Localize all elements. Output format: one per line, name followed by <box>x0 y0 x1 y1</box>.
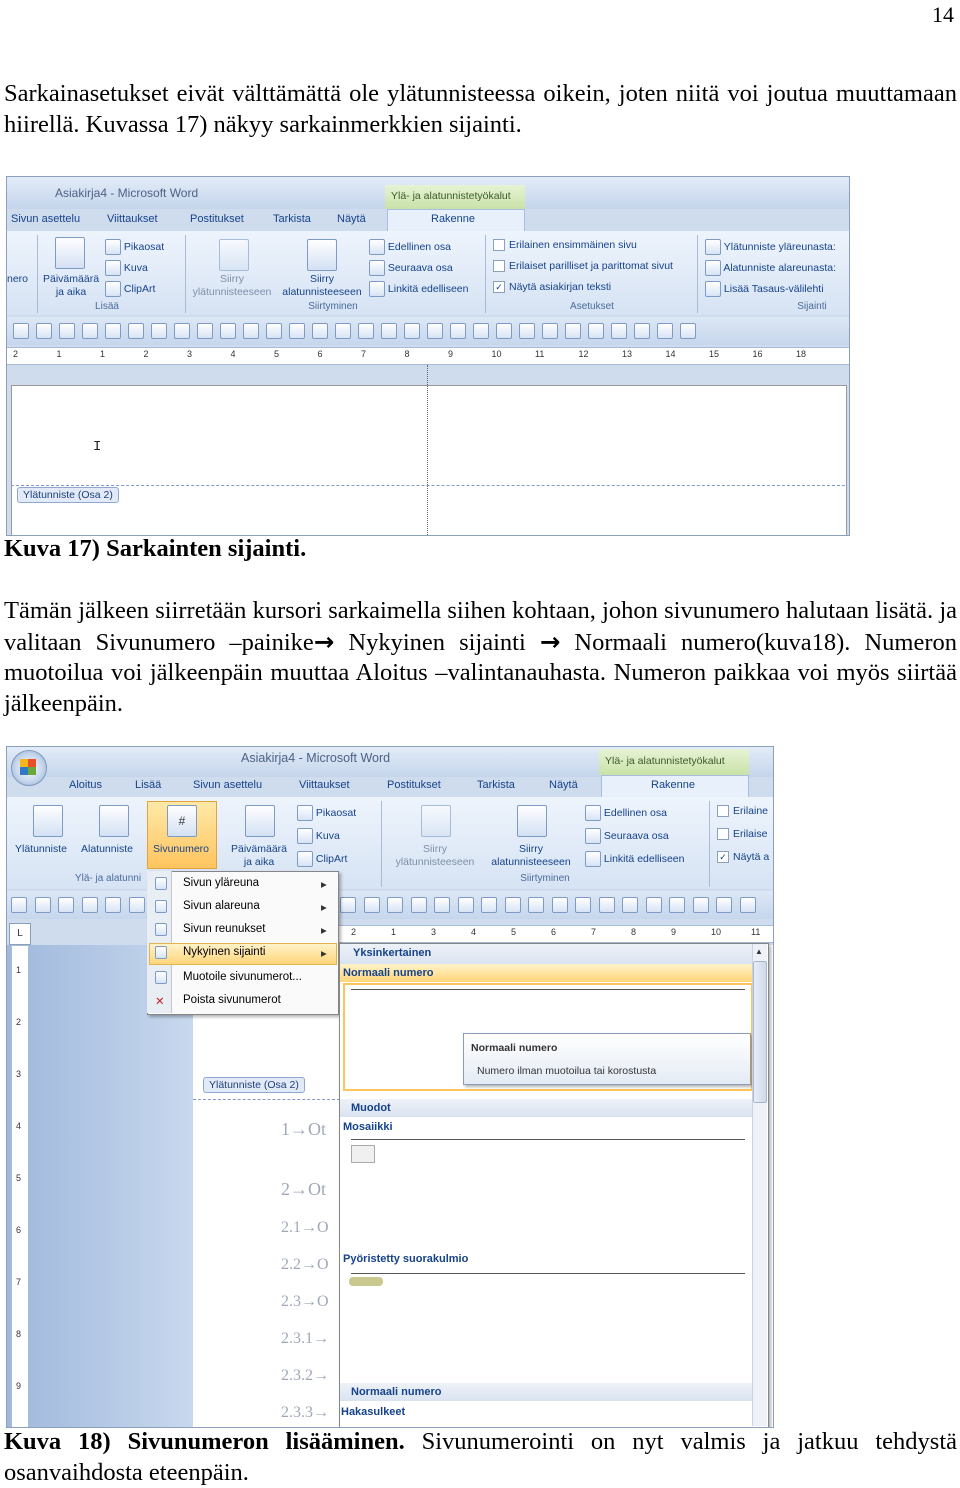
tab-view[interactable]: Näytä <box>549 779 578 791</box>
menu-item-bottom-of-page[interactable]: Sivun alareuna <box>183 900 260 912</box>
button-date-time[interactable]: Päivämäärä ja aika <box>230 843 288 868</box>
context-tab-label: Ylä- ja alatunnistetyökalut <box>605 755 725 767</box>
footer-icon <box>99 805 129 837</box>
caption-figure-18: Kuva 18) Sivunumeron lisääminen. <box>4 1428 405 1455</box>
toolbar-tool-icon[interactable] <box>634 323 650 339</box>
text-cursor-icon: I <box>93 439 102 455</box>
previous-section-icon <box>585 805 601 821</box>
submenu-arrow-icon: ▸ <box>321 902 327 914</box>
checkbox-odd-even[interactable] <box>493 260 505 272</box>
button-next-section[interactable]: Seuraava osa <box>387 261 453 274</box>
button-picture[interactable]: Kuva <box>315 829 340 842</box>
ruler-tick-label: 3 <box>431 927 437 937</box>
remove-icon: ✕ <box>155 996 165 1008</box>
quick-parts-icon <box>105 239 121 255</box>
ruler-tick-label: 5 <box>274 349 280 359</box>
checkbox-different-first[interactable] <box>493 239 505 251</box>
toolbar-tool-icon[interactable] <box>312 323 328 339</box>
button-goto-header[interactable]: Siirry ylätunnisteeseen <box>395 843 475 868</box>
ruler-tick-label: 3 <box>187 349 193 359</box>
tab-selector[interactable]: L <box>9 923 31 945</box>
ruler-tick-label: 6 <box>317 349 323 359</box>
toolbar-icons <box>11 897 771 913</box>
toolbar-tool-icon[interactable] <box>680 323 696 339</box>
format-numbers-icon <box>155 971 167 984</box>
toolbar-tool-icon[interactable] <box>340 897 356 913</box>
ruler-tick-label: 2 <box>13 349 19 359</box>
tab-review[interactable]: Tarkista <box>273 213 311 225</box>
page-top-icon <box>155 877 167 890</box>
gallery-item-normal-number[interactable]: Normaali numero <box>343 967 434 979</box>
toolbar-tool-icon[interactable] <box>174 323 190 339</box>
group-label-navigation: Siirtyminen <box>308 301 358 312</box>
tab-page-layout[interactable]: Sivun asettelu <box>11 213 81 225</box>
header-boundary <box>11 485 845 486</box>
ruler-tick-label: 2 <box>16 1017 22 1027</box>
ruler-tick-label: 12 <box>578 349 589 359</box>
toolbar-tool-icon[interactable] <box>36 323 52 339</box>
submenu-arrow-icon: ▸ <box>321 948 327 960</box>
ruler-tick-label: 6 <box>16 1225 22 1235</box>
label-odd-even: Erilaiset parilliset ja parittomat sivut <box>509 260 673 272</box>
toolbar-tool-icon[interactable] <box>669 897 685 913</box>
tooltip-title: Normaali numero <box>471 1042 558 1054</box>
tab-mailings[interactable]: Postitukset <box>190 213 244 225</box>
toolbar-tool-icon[interactable] <box>411 897 427 913</box>
next-section-icon <box>369 260 385 276</box>
group-label-options: Asetukset <box>570 301 614 312</box>
footer-bottom-icon <box>705 260 721 276</box>
ruler-tick-label: 8 <box>16 1329 22 1339</box>
link-icon <box>585 851 601 867</box>
figure-18-screenshot <box>6 746 774 1428</box>
label-show-text: Näytä asiakirjan teksti <box>509 281 612 293</box>
ruler-tick-label: 8 <box>404 349 410 359</box>
menu-item-current-position[interactable]: Nykyinen sijainti <box>183 946 266 958</box>
toolbar-tool-icon[interactable] <box>646 897 662 913</box>
toolbar-tool-icon[interactable] <box>740 897 756 913</box>
outline-heading: 2.3.2→ <box>281 1367 329 1384</box>
toolbar-tool-icon[interactable] <box>505 897 521 913</box>
label-footer-from-bottom: Alatunniste alareunasta: <box>723 261 837 274</box>
label-show-text-partial: Näytä a <box>733 851 770 863</box>
calendar-icon <box>55 237 85 269</box>
paragraph-instructions <box>4 596 957 719</box>
calendar-icon <box>245 805 275 837</box>
checkbox-different-first[interactable] <box>717 805 729 817</box>
outline-heading: 1→Ot <box>281 1119 326 1139</box>
arrow-icon: → <box>313 626 335 656</box>
button-previous-section[interactable]: Edellinen osa <box>387 240 451 253</box>
header-top-icon <box>705 239 721 255</box>
toolbar-tool-icon[interactable] <box>575 897 591 913</box>
toolbar-tool-icon[interactable] <box>58 897 74 913</box>
clipart-icon <box>105 281 121 297</box>
scroll-thumb[interactable] <box>753 961 767 1103</box>
outline-heading: 2.3→O <box>281 1293 329 1310</box>
button-clipart[interactable]: ClipArt <box>123 282 156 295</box>
figure-17-screenshot <box>6 176 850 536</box>
ruler-tick-label: 4 <box>471 927 477 937</box>
toolbar-tool-icon[interactable] <box>599 897 615 913</box>
gallery-heading-shapes: Muodot <box>351 1102 391 1114</box>
button-next-section[interactable]: Seuraava osa <box>603 829 669 842</box>
toolbar-tool-icon[interactable] <box>35 897 51 913</box>
toolbar-tool-icon[interactable] <box>335 323 351 339</box>
ruler-tick-label: 8 <box>631 927 637 937</box>
alignment-tab-icon <box>705 281 721 297</box>
toolbar-tool-icon[interactable] <box>434 897 450 913</box>
office-logo-icon <box>20 759 36 775</box>
menu-item-format-page-numbers[interactable]: Muotoile sivunumerot... <box>183 971 302 983</box>
ruler-tick-label: 2 <box>351 927 357 937</box>
button-clipart[interactable]: ClipArt <box>315 852 348 865</box>
ruler-tick-label: 1 <box>56 349 62 359</box>
toolbar-tool-icon[interactable] <box>458 897 474 913</box>
header-section-label: Ylätunniste (Osa 2) <box>17 487 119 503</box>
toolbar-tool-icon[interactable] <box>266 323 282 339</box>
ruler-tick-label: 16 <box>752 349 763 359</box>
outline-heading: 2→Ot <box>281 1179 326 1199</box>
ruler-tick-label: 2 <box>143 349 149 359</box>
header-section-label: Ylätunniste (Osa 2) <box>203 1077 305 1093</box>
outline-heading: 2.1→O <box>281 1219 329 1236</box>
caption-figure-17: Kuva 17) Sarkainten sijainti. <box>4 535 307 562</box>
ruler-tick-label: 3 <box>16 1069 22 1079</box>
toolbar-tool-icon[interactable] <box>427 323 443 339</box>
label-header-from-top: Ylätunniste yläreunasta: <box>723 240 836 253</box>
tab-design[interactable]: Rakenne <box>651 779 696 791</box>
button-page-number[interactable]: Sivunumero <box>152 843 210 855</box>
ruler-tick-label: 5 <box>511 927 517 937</box>
next-section-icon <box>585 828 601 844</box>
toolbar-tool-icon[interactable] <box>588 323 604 339</box>
toolbar-tool-icon[interactable] <box>220 323 236 339</box>
toolbar-tool-icon[interactable] <box>552 897 568 913</box>
toolbar-tool-icon[interactable] <box>13 323 29 339</box>
paragraph-instructions-part3: Normaali numero(kuva18). Numeron muotoilua voi jälkeenpäin muuttaa Aloitus –valintanauhasta. Numeron paikkaa voi myös siirtää jälkeenpäin. <box>4 628 957 717</box>
tab-mailings[interactable]: Postitukset <box>387 779 441 791</box>
gallery-item-brackets[interactable]: Hakasulkeet <box>341 1406 406 1418</box>
ruler-tick-label: 11 <box>535 349 545 359</box>
group-label-navigation: Siirtyminen <box>520 873 570 884</box>
ruler-tick-label: 1 <box>391 927 397 937</box>
document-margin-area <box>7 945 193 1427</box>
submenu-arrow-icon: ▸ <box>321 925 327 937</box>
tab-design[interactable]: Rakenne <box>431 213 476 225</box>
tab-references[interactable]: Viittaukset <box>107 213 158 225</box>
tab-home[interactable]: Aloitus <box>69 779 103 791</box>
tooltip <box>463 1033 751 1085</box>
page-number: 14 <box>932 2 954 27</box>
tooltip-description: Numero ilman muotoilua tai korostusta <box>477 1065 657 1077</box>
page-number-icon: # <box>167 805 197 837</box>
group-label-insert: Lisää <box>95 301 119 312</box>
header-icon <box>33 805 63 837</box>
quick-parts-icon <box>297 805 313 821</box>
submenu-arrow-icon: ▸ <box>321 879 327 891</box>
page-bottom-icon <box>155 900 167 913</box>
toolbar-tool-icon[interactable] <box>105 897 121 913</box>
paragraph-instructions-part2: Nykyinen sijainti <box>334 628 540 656</box>
toolbar-tool-icon[interactable] <box>358 323 374 339</box>
current-position-icon <box>155 946 167 959</box>
toolbar-tool-icon[interactable] <box>565 323 581 339</box>
toolbar-tool-icon[interactable] <box>289 323 305 339</box>
button-footer[interactable]: Alatunniste <box>81 843 133 855</box>
window-title: Asiakirja4 - Microsoft Word <box>55 186 199 200</box>
toolbar-tool-icon[interactable] <box>197 323 213 339</box>
ruler-tick-label: 7 <box>361 349 367 359</box>
gallery-item-rounded-rectangle[interactable]: Pyöristetty suorakulmio <box>343 1253 469 1265</box>
ruler-tick-label: 4 <box>230 349 236 359</box>
toolbar-tool-icon[interactable] <box>693 897 709 913</box>
group-label-header-footer: Ylä- ja alatunni <box>74 873 142 884</box>
ruler-tick-label: 7 <box>591 927 597 937</box>
tab-insert[interactable]: Lisää <box>135 779 162 791</box>
ruler-tick-label: 5 <box>16 1173 22 1183</box>
context-tab-label: Ylä- ja alatunnistetyökalut <box>391 190 511 202</box>
group-label-position: Sijainti <box>797 301 827 312</box>
toolbar-tool-icon[interactable] <box>364 897 380 913</box>
caption-and-conclusion <box>4 1427 957 1488</box>
tab-references[interactable]: Viittaukset <box>299 779 350 791</box>
label-odd-even-partial: Erilaise <box>733 828 768 840</box>
menu-item-top-of-page[interactable]: Sivun yläreuna <box>183 877 260 889</box>
toolbar-tool-icon[interactable] <box>611 323 627 339</box>
toolbar-icons <box>13 323 723 339</box>
ruler-tick-label: 18 <box>796 349 807 359</box>
ruler-tick-label: 9 <box>671 927 677 937</box>
document-outline-text <box>271 1119 345 1427</box>
ruler-tick-label: 7 <box>16 1277 22 1287</box>
toolbar-tool-icon[interactable] <box>716 897 732 913</box>
ruler-tick-label: 1 <box>16 965 22 975</box>
button-picture[interactable]: Kuva <box>123 261 148 274</box>
tab-page-layout[interactable]: Sivun asettelu <box>193 779 263 791</box>
toolbar-tool-icon[interactable] <box>542 323 558 339</box>
header-boundary <box>193 1099 345 1100</box>
tab-view[interactable]: Näytä <box>337 213 366 225</box>
menu-item-remove-page-numbers[interactable]: Poista sivunumerot <box>183 994 281 1006</box>
paragraph-intro: Sarkainasetukset eivät välttämättä ole ylätunnisteessa oikein, joten niitä voi joutua muuttamaan hiirellä. Kuvassa 17) näkyy sarkainmerkkien sijainti. <box>4 80 957 138</box>
outline-heading: 2.3.1→ <box>281 1330 329 1347</box>
goto-header-icon <box>421 805 451 837</box>
tab-review[interactable]: Tarkista <box>477 779 515 791</box>
toolbar-tool-icon[interactable] <box>450 323 466 339</box>
ruler-tick-label: 4 <box>16 1121 22 1131</box>
checkbox-odd-even[interactable] <box>717 828 729 840</box>
toolbar-tool-icon[interactable] <box>473 323 489 339</box>
gallery-heading-normal-number: Normaali numero <box>351 1386 442 1398</box>
button-previous-section[interactable]: Edellinen osa <box>603 806 667 819</box>
toolbar-tool-icon[interactable] <box>151 323 167 339</box>
goto-footer-icon <box>307 239 337 271</box>
rounded-rectangle-shape-icon <box>349 1277 383 1286</box>
ruler-tick-label: 1 <box>100 349 106 359</box>
ruler-tick-label: 15 <box>709 349 720 359</box>
checkbox-show-text[interactable]: ✓ <box>717 851 729 863</box>
document-page[interactable] <box>11 385 847 536</box>
picture-icon <box>297 828 313 844</box>
button-header[interactable]: Ylätunniste <box>15 843 67 855</box>
mosaic-shape-icon <box>351 1145 375 1163</box>
button-quick-parts[interactable]: Pikaosat <box>315 806 357 819</box>
gallery-item-mosaic[interactable]: Mosaiikki <box>343 1121 393 1133</box>
toolbar-tool-icon[interactable] <box>105 323 121 339</box>
paragraph-instructions-part1: Tämän jälkeen siirretään kursori sarkaimella siihen kohtaan, johon sivunumero halutaan lisätä. ja valitaan Sivunumero –painike <box>4 597 957 656</box>
link-icon <box>369 281 385 297</box>
toolbar-tool-icon[interactable] <box>128 323 144 339</box>
button-link-previous[interactable]: Linkitä edelliseen <box>603 852 685 865</box>
button-insert-alignment-tab[interactable]: Lisää Tasaus-välilehti <box>723 282 824 295</box>
ruler-tick-label: 10 <box>491 349 502 359</box>
clipart-icon <box>297 851 313 867</box>
toolbar-tool-icon[interactable] <box>82 897 98 913</box>
ruler-tick-label: 13 <box>622 349 633 359</box>
ruler-tick-label: 9 <box>448 349 454 359</box>
ruler-tick-label: 10 <box>711 927 722 937</box>
button-date-time[interactable]: Päivämäärä ja aika <box>43 273 100 298</box>
paragraph-conclusion: Sivunumerointi on nyt valmis ja jatkuu tehdystä osanvaihdosta eteenpäin. <box>4 1428 957 1486</box>
toolbar-tool-icon[interactable] <box>11 897 27 913</box>
picture-icon <box>105 260 121 276</box>
toolbar-tool-icon[interactable] <box>528 897 544 913</box>
toolbar-tool-icon[interactable] <box>243 323 259 339</box>
toolbar-tool-icon[interactable] <box>82 323 98 339</box>
checkbox-show-text[interactable]: ✓ <box>493 281 505 293</box>
toolbar-tool-icon[interactable] <box>519 323 535 339</box>
arrow-icon: → <box>539 626 561 656</box>
button-page-number-partial[interactable]: nero <box>7 273 29 285</box>
toolbar-tool-icon[interactable] <box>59 323 75 339</box>
toolbar-tool-icon[interactable] <box>657 323 673 339</box>
toolbar-tool-icon[interactable] <box>404 323 420 339</box>
button-quick-parts[interactable]: Pikaosat <box>123 240 165 253</box>
ruler-tick-label: 9 <box>16 1381 22 1391</box>
label-different-first-partial: Erilaine <box>733 805 769 817</box>
previous-section-icon <box>369 239 385 255</box>
tab-stop-guide <box>427 365 428 535</box>
ruler-tick-label: 6 <box>551 927 557 937</box>
toolbar-tool-icon[interactable] <box>481 897 497 913</box>
gallery-heading-simple: Yksinkertainen <box>353 947 432 959</box>
goto-header-icon <box>219 239 249 271</box>
label-different-first: Erilainen ensimmäinen sivu <box>509 239 637 251</box>
toolbar-tool-icon[interactable] <box>622 897 638 913</box>
button-goto-footer[interactable]: Siirry alatunnisteeseen <box>282 273 362 298</box>
ruler-tick-label: 14 <box>665 349 676 359</box>
toolbar-tool-icon[interactable] <box>496 323 512 339</box>
page-margins-icon <box>155 923 167 936</box>
menu-item-page-margins[interactable]: Sivun reunukset <box>183 923 266 935</box>
gallery-section-header <box>340 1099 752 1117</box>
ruler-tick-label: 11 <box>751 927 761 937</box>
toolbar-tool-icon[interactable] <box>387 897 403 913</box>
button-link-previous[interactable]: Linkitä edelliseen <box>387 282 469 295</box>
goto-footer-icon <box>517 805 547 837</box>
toolbar-tool-icon[interactable] <box>381 323 397 339</box>
button-goto-header[interactable]: Siirry ylätunnisteeseen <box>192 273 272 298</box>
scroll-up-icon[interactable]: ▲ <box>755 947 763 956</box>
window-title: Asiakirja4 - Microsoft Word <box>241 751 391 765</box>
toolbar-tool-icon[interactable] <box>129 897 145 913</box>
outline-heading: 2.3.3→ <box>281 1404 329 1421</box>
outline-heading: 2.2→O <box>281 1256 329 1273</box>
button-goto-footer[interactable]: Siirry alatunnisteeseen <box>491 843 571 868</box>
